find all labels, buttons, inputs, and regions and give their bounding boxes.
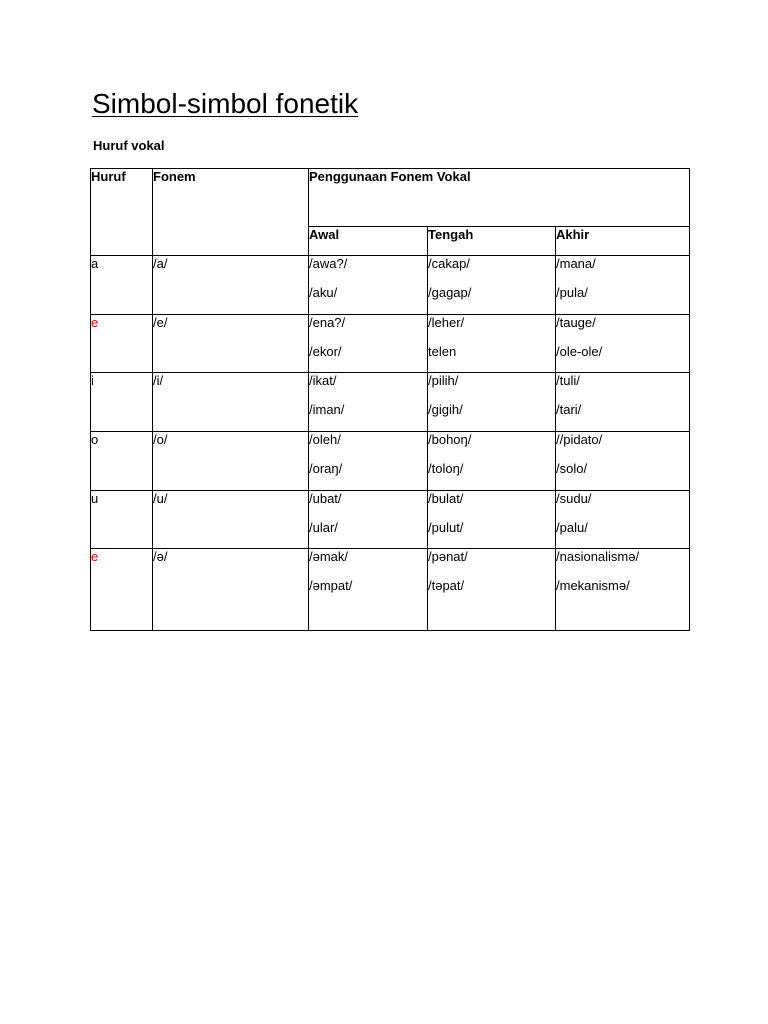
fonem-value: /i/ [153, 373, 164, 388]
example-word: /nasionalismə/ [556, 549, 640, 564]
example-word: /tuli/ [556, 373, 580, 388]
section-heading: Huruf vokal [93, 138, 165, 153]
fonem-value: /a/ [153, 256, 168, 271]
tengah-cell [428, 549, 556, 631]
huruf-value: i [91, 373, 94, 388]
fonem-value: /ə/ [153, 549, 168, 564]
awal-cell [309, 315, 428, 373]
example-word: /iman/ [309, 402, 345, 417]
example-word: /pula/ [556, 285, 588, 300]
header-row-top [91, 169, 690, 227]
example-word: /ubat/ [309, 491, 342, 506]
phonetic-table [90, 168, 690, 631]
table-row [91, 315, 690, 373]
header-akhir: Akhir [556, 227, 590, 242]
example-word: /əmpat/ [309, 578, 353, 593]
document-title: Simbol-simbol fonetik [92, 88, 359, 119]
huruf-value: o [91, 432, 99, 447]
example-word: /gagap/ [428, 285, 472, 300]
example-word: /solo/ [556, 461, 588, 476]
huruf-value: a [91, 256, 99, 271]
example-word: /aku/ [309, 285, 338, 300]
header-awal: Awal [309, 227, 340, 242]
example-word: /pənat/ [428, 549, 468, 564]
header-huruf-cell [91, 169, 153, 256]
example-word: /ole-ole/ [556, 344, 603, 359]
fonem-cell [153, 315, 309, 373]
example-word: /cakap/ [428, 256, 470, 271]
awal-cell [309, 256, 428, 315]
example-word: /leher/ [428, 315, 465, 330]
example-word: /oraŋ/ [309, 461, 343, 476]
awal-cell [309, 549, 428, 631]
example-word: /ekor/ [309, 344, 342, 359]
huruf-cell [91, 256, 153, 315]
awal-cell [309, 432, 428, 491]
huruf-value: e [91, 315, 99, 330]
example-word: /ular/ [309, 520, 338, 535]
tengah-cell [428, 432, 556, 491]
huruf-cell [91, 373, 153, 432]
fonem-value: /u/ [153, 491, 168, 506]
huruf-cell [91, 491, 153, 549]
akhir-cell [556, 491, 690, 549]
example-word: /oleh/ [309, 432, 341, 447]
example-word: /tauge/ [556, 315, 596, 330]
awal-cell [309, 373, 428, 432]
header-fonem: Fonem [153, 169, 196, 184]
fonem-cell [153, 491, 309, 549]
example-word: /sudu/ [556, 491, 592, 506]
table-row [91, 432, 690, 491]
example-word: /awa?/ [309, 256, 348, 271]
example-word: /əmak/ [309, 549, 349, 564]
awal-cell [309, 491, 428, 549]
tengah-cell [428, 491, 556, 549]
akhir-cell [556, 549, 690, 631]
akhir-cell [556, 315, 690, 373]
akhir-cell [556, 256, 690, 315]
fonem-cell [153, 549, 309, 631]
akhir-cell [556, 432, 690, 491]
header-akhir-cell [556, 227, 690, 256]
example-word: /ikat/ [309, 373, 337, 388]
fonem-cell [153, 432, 309, 491]
huruf-cell [91, 549, 153, 631]
example-word: //pidato/ [556, 432, 603, 447]
header-fonem-cell [153, 169, 309, 256]
example-word: /ena?/ [309, 315, 346, 330]
example-word: /bulat/ [428, 491, 464, 506]
example-word: /toloŋ/ [428, 461, 464, 476]
table-row [91, 373, 690, 432]
huruf-cell [91, 315, 153, 373]
akhir-cell [556, 373, 690, 432]
example-word: /təpat/ [428, 578, 465, 593]
header-group-cell [309, 169, 690, 227]
huruf-value: u [91, 491, 99, 506]
table-row [91, 256, 690, 315]
example-word: /mana/ [556, 256, 596, 271]
huruf-cell [91, 432, 153, 491]
tengah-cell [428, 315, 556, 373]
header-group: Penggunaan Fonem Vokal [309, 169, 471, 184]
fonem-value: /e/ [153, 315, 168, 330]
tengah-cell [428, 373, 556, 432]
table-row [91, 549, 690, 631]
example-word: /bohoŋ/ [428, 432, 472, 447]
header-awal-cell [309, 227, 428, 256]
fonem-cell [153, 373, 309, 432]
example-word: /gigih/ [428, 402, 463, 417]
example-word: /pulut/ [428, 520, 464, 535]
example-word: /mekanismə/ [556, 578, 630, 593]
header-tengah-cell [428, 227, 556, 256]
example-word: /palu/ [556, 520, 588, 535]
example-word: telen [428, 344, 457, 359]
fonem-value: /o/ [153, 432, 168, 447]
example-word: /tari/ [556, 402, 582, 417]
fonem-cell [153, 256, 309, 315]
tengah-cell [428, 256, 556, 315]
huruf-value: e [91, 549, 99, 564]
header-tengah: Tengah [428, 227, 474, 242]
table-row [91, 491, 690, 549]
header-huruf: Huruf [91, 169, 126, 184]
example-word: /pilih/ [428, 373, 459, 388]
